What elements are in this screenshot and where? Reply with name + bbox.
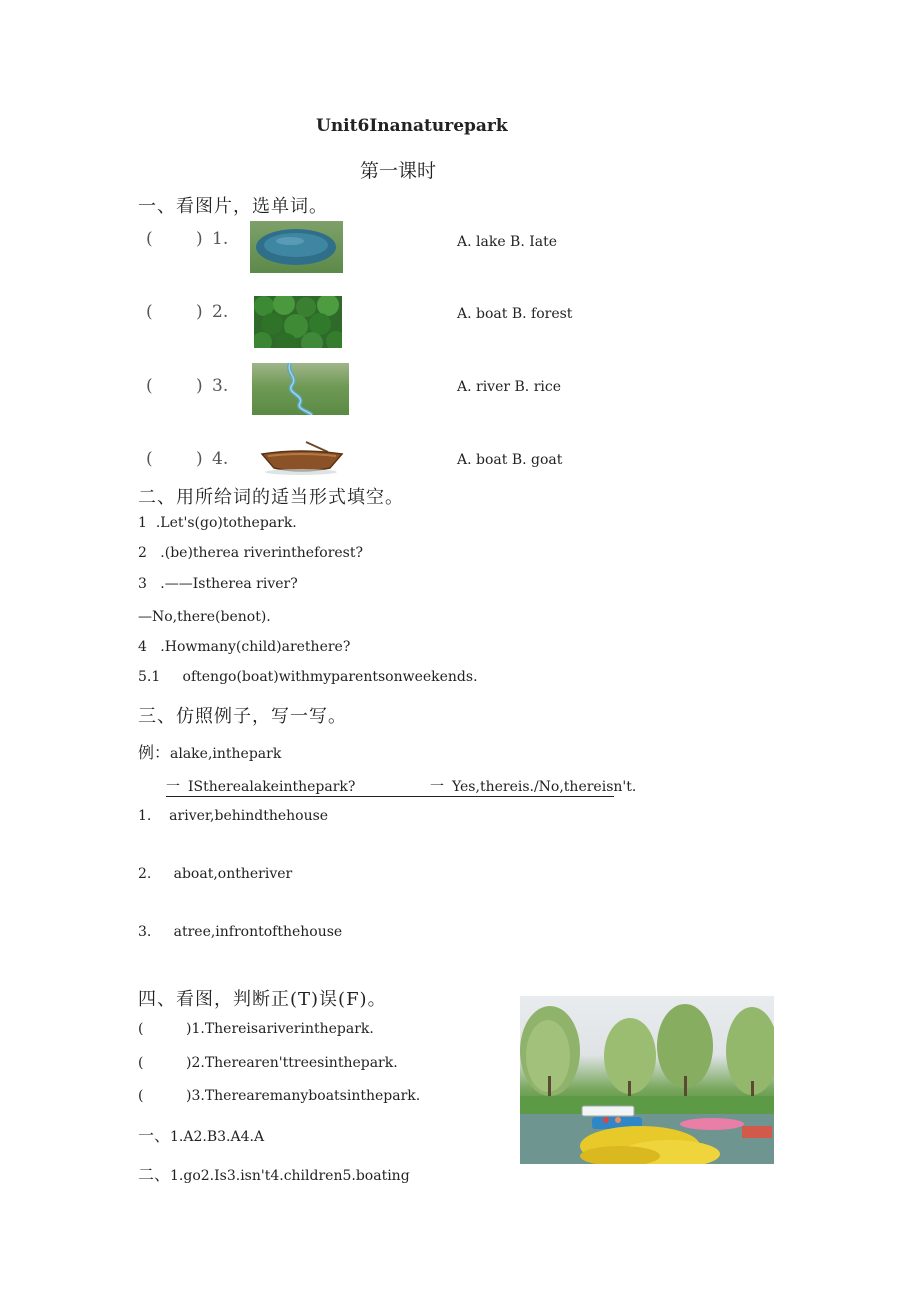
answer-line: [138, 1162, 410, 1185]
section-heading-1: 一、看图片，选单词。: [138, 196, 328, 217]
answer-paren-right: ): [196, 449, 203, 469]
lake-photo: [250, 221, 343, 273]
fill-item-text: .Howmany(child)arethere?: [160, 639, 351, 655]
answer-paren-left[interactable]: (: [146, 302, 153, 322]
fill-item-number: 5.1: [138, 669, 161, 685]
item-number: 3.: [212, 376, 229, 396]
choice-options: A. boat B. forest: [457, 306, 573, 322]
write-item-number: 1.: [138, 808, 152, 824]
answer-paren-right: ): [196, 376, 203, 396]
judge-paren[interactable]: (: [138, 1021, 144, 1037]
river-photo: [252, 363, 349, 415]
answer-label: 一、: [138, 1126, 171, 1145]
example-question: IStherealakeinthepark?: [188, 779, 356, 795]
river-icon: [252, 363, 349, 415]
fill-item-number: 2: [138, 545, 147, 561]
answer-label: 二、: [138, 1165, 171, 1184]
judge-item-text: )3.Therearemanyboatsinthepark.: [186, 1088, 421, 1104]
fill-item: [138, 515, 297, 531]
answer-line: [138, 1123, 264, 1146]
lake-icon: [250, 221, 343, 273]
section-heading-3: 三、仿照例子，写一写。: [138, 706, 347, 727]
answer-paren-left[interactable]: (: [146, 376, 153, 396]
lesson-subtitle: 第一课时: [360, 160, 437, 182]
fill-item: [138, 609, 271, 625]
judge-item-text: )2.Therearen'ttreesinthepark.: [186, 1055, 398, 1071]
fill-item-number: 3: [138, 576, 147, 592]
answer-text: 1.go2.Is3.isn't4.children5.boating: [170, 1168, 410, 1184]
fill-item-text: —No,there(benot).: [138, 609, 271, 625]
write-item: [138, 924, 342, 940]
item-number: 4.: [212, 449, 229, 469]
example-prompt: alake,inthepark: [170, 746, 282, 762]
example-label: 例：: [138, 743, 171, 762]
choice-options: A. lake B. Iate: [457, 234, 558, 250]
dash-mark: 一: [430, 779, 444, 795]
fill-item-number: 1: [138, 515, 147, 531]
fill-item-text: .Let's(go)tothepark.: [155, 515, 297, 531]
fill-item-text: oftengo(boat)withmyparentsonweekends.: [182, 669, 478, 685]
item-number: 1.: [212, 229, 229, 249]
answer-paren-right: ): [196, 229, 203, 249]
forest-photo: [254, 296, 342, 348]
judge-paren[interactable]: (: [138, 1055, 144, 1071]
answer-text: 1.A2.B3.A4.A: [170, 1129, 265, 1145]
judge-item: [138, 1055, 398, 1071]
park-photo: [520, 996, 774, 1164]
write-item-text: atree,infrontofthehouse: [173, 924, 343, 940]
write-item-text: ariver,behindthehouse: [169, 808, 329, 824]
item-number: 2.: [212, 302, 229, 322]
section-heading-4: 四、看图，判断正(T)误(F)。: [138, 989, 387, 1010]
write-item-text: aboat,ontheriver: [173, 866, 293, 882]
write-item: [138, 808, 328, 824]
write-item-number: 2.: [138, 866, 152, 882]
judge-paren[interactable]: (: [138, 1088, 144, 1104]
choice-options: A. river B. rice: [457, 379, 562, 395]
fill-item: [138, 639, 350, 655]
judge-item-text: )1.Thereisariverinthepark.: [186, 1021, 374, 1037]
fill-item-text: .(be)therea riverintheforest?: [160, 545, 363, 561]
answer-paren-left[interactable]: (: [146, 229, 153, 249]
page-title: Unit6Inanaturepark: [316, 116, 508, 136]
dash-mark: 一: [166, 779, 180, 795]
fill-item: [138, 669, 478, 685]
section-heading-2: 二、用所给词的适当形式填空。: [138, 487, 404, 508]
park-scene-icon: [520, 996, 774, 1164]
fill-item: [138, 545, 363, 561]
write-item-number: 3.: [138, 924, 152, 940]
answer-paren-left[interactable]: (: [146, 449, 153, 469]
fill-item-text: .——Istherea river?: [160, 576, 298, 592]
judge-item: [138, 1021, 374, 1037]
boat-icon: [258, 438, 344, 476]
example-answer: Yes,thereis./No,thereisn't.: [452, 779, 637, 795]
example-line: [138, 740, 281, 763]
boat-photo: [258, 438, 344, 476]
choice-options: A. boat B. goat: [457, 452, 563, 468]
answer-paren-right: ): [196, 302, 203, 322]
example-answer-line: [166, 776, 637, 797]
fill-item-number: 4: [138, 639, 147, 655]
fill-item: [138, 576, 298, 592]
forest-icon: [254, 296, 342, 348]
write-item: [138, 866, 292, 882]
judge-item: [138, 1088, 420, 1104]
